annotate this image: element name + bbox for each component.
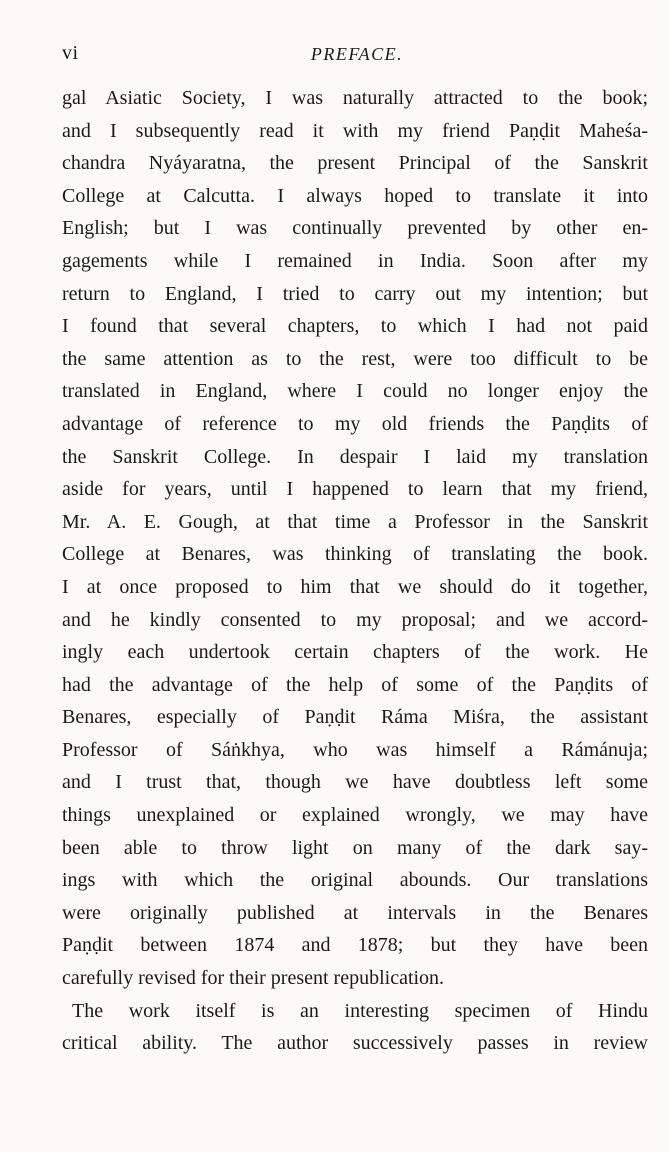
page-number: vi xyxy=(62,42,79,64)
text-line: the Sanskrit College. In despair I laid my translation xyxy=(62,445,648,468)
text-line: aside for years, until I happened to learn that my friend, xyxy=(62,478,648,501)
paragraph-start-line: The work itself is an interesting specimen of Hindu xyxy=(72,999,648,1022)
running-head: PREFACE. xyxy=(310,44,404,64)
text-line: return to England, I tried to carry out my intention; but xyxy=(62,282,648,305)
text-line: Mr. A. E. Gough, at that time a Professor in the Sanskrit xyxy=(62,510,648,533)
text-line: and he kindly consented to my proposal; and we accord- xyxy=(62,608,648,631)
text-line: and I subsequently read it with my friend Paṇḍit Maheśa- xyxy=(62,119,648,142)
text-line: I found that several chapters, to which I had not paid xyxy=(62,315,648,338)
text-line: I at once proposed to him that we should do it together, xyxy=(62,575,648,598)
text-line: were originally published at intervals in the Benares xyxy=(62,901,648,924)
text-line: gal Asiatic Society, I was naturally attracted to the book; xyxy=(62,87,648,109)
text-line: College at Benares, was thinking of translating the book. xyxy=(62,543,648,566)
body-text xyxy=(62,82,648,1060)
text-line: had the advantage of the help of some of the Paṇḍits of xyxy=(62,673,648,696)
text-line: advantage of reference to my old friends the Paṇḍits of xyxy=(62,412,648,435)
text-line: chandra Nyáyaratna, the present Principal of the Sanskrit xyxy=(62,152,648,175)
text-line: and I trust that, though we have doubtless left some xyxy=(62,771,648,794)
text-line: Paṇḍit between 1874 and 1878; but they have been xyxy=(62,934,648,957)
text-line: ings with which the original abounds. Our translations xyxy=(62,869,648,892)
text-line: been able to throw light on many of the dark say- xyxy=(62,836,648,859)
text-line: ingly each undertook certain chapters of the work. He xyxy=(62,641,648,664)
page-header xyxy=(62,42,652,72)
text-line: Benares, especially of Paṇḍit Ráma Miśra, the assistant xyxy=(62,706,648,729)
text-line: things unexplained or explained wrongly, we may have xyxy=(62,804,648,827)
text-line: carefully revised for their present republication. xyxy=(62,967,445,990)
text-line: English; but I was continually prevented by other en- xyxy=(62,217,648,240)
text-line: gagements while I remained in India. Soon after my xyxy=(62,249,648,272)
text-line: Professor of Sáṅkhya, who was himself a Rámánuja; xyxy=(62,738,648,761)
text-line: critical ability. The author successively passes in review xyxy=(62,1032,648,1055)
text-line: translated in England, where I could no longer enjoy the xyxy=(62,380,648,403)
text-line: the same attention as to the rest, were too difficult to be xyxy=(62,347,648,370)
text-line: College at Calcutta. I always hoped to translate it into xyxy=(62,184,648,207)
